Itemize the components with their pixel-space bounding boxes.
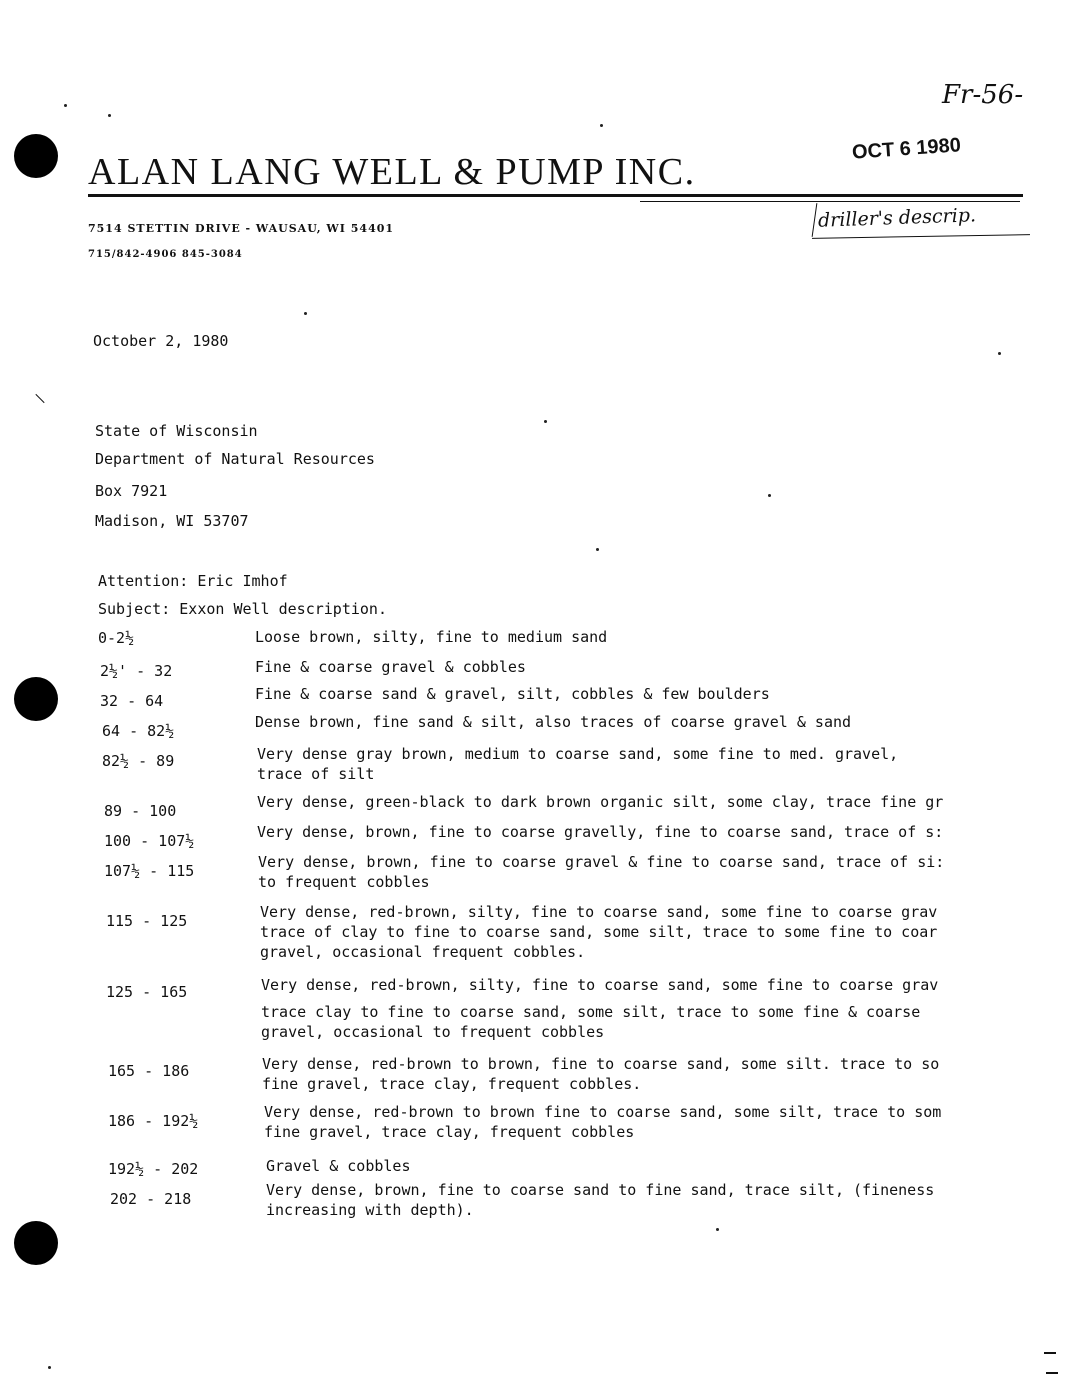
scan-speck [596, 548, 599, 551]
log-depth: 100 - 107½ [104, 832, 195, 850]
log-depth: 2½' - 32 [100, 662, 173, 680]
recipient-line: Madison, WI 53707 [95, 512, 249, 530]
log-depth: 0-2½ [98, 629, 135, 647]
recipient-line: State of Wisconsin [95, 422, 258, 440]
log-description-line: fine gravel, trace clay, frequent cobbles. [262, 1075, 642, 1093]
handwritten-note-bracket [812, 203, 818, 237]
log-description-line: Loose brown, silty, fine to medium sand [255, 628, 608, 646]
log-depth: 165 - 186 [108, 1062, 190, 1080]
scan-speck [64, 104, 67, 107]
recipient-line: Department of Natural Resources [95, 450, 375, 468]
log-description-line: Very dense, brown, fine to coarse gravelly, fine to coarse sand, trace of s: [257, 823, 944, 841]
scan-speck [600, 124, 603, 127]
log-description-line: Dense brown, fine sand & silt, also traces of coarse gravel & sand [255, 713, 852, 731]
log-description-line: Very dense, red-brown to brown fine to coarse sand, some silt, trace to som [264, 1103, 942, 1121]
log-description-line: Very dense, red-brown, silty, fine to coarse sand, some fine to coarse grav [260, 903, 938, 921]
log-description-line: gravel, occasional to frequent cobbles [261, 1023, 605, 1041]
log-depth: 107½ - 115 [104, 862, 195, 880]
company-name: ALAN LANG WELL & PUMP INC. [88, 151, 696, 193]
log-description-line: to frequent cobbles [258, 873, 430, 891]
log-description-line: trace clay to fine to coarse sand, some silt, trace to some fine & coarse [261, 1003, 921, 1021]
scan-mark [35, 394, 44, 403]
log-description-line: Very dense, brown, fine to coarse gravel & fine to coarse sand, trace of si: [258, 853, 945, 871]
scan-speck [716, 1228, 719, 1231]
log-depth: 202 - 218 [110, 1190, 192, 1208]
log-depth: 115 - 125 [106, 912, 188, 930]
handwritten-note-underline [812, 234, 1030, 239]
letterhead-rule-thin [640, 201, 1020, 202]
log-description-line: gravel, occasional frequent cobbles. [260, 943, 586, 961]
log-depth: 64 - 82½ [102, 722, 175, 740]
scan-speck [108, 114, 111, 117]
date-stamp: OCT 6 1980 [851, 134, 962, 164]
log-description-line: Very dense, red-brown, silty, fine to coarse sand, some fine to coarse grav [261, 976, 939, 994]
log-description-line: Very dense, red-brown to brown, fine to coarse sand, some silt. trace to so [262, 1055, 940, 1073]
log-description-line [261, 995, 1037, 1002]
punch-hole-middle [14, 677, 58, 721]
punch-hole-top [14, 134, 58, 178]
company-address: 7514 STETTIN DRIVE - WAUSAU, WI 54401 [88, 222, 395, 235]
log-description-line: trace of clay to fine to coarse sand, some silt, trace to some fine to coar [260, 923, 938, 941]
handwritten-reference: Fr-56- [942, 80, 1024, 110]
scan-speck [768, 494, 771, 497]
log-depth: 125 - 165 [106, 983, 188, 1001]
log-depth: 32 - 64 [100, 692, 164, 710]
log-depth: 186 - 192½ [108, 1112, 199, 1130]
scan-speck [304, 312, 307, 315]
log-description-line: Very dense, green-black to dark brown organic silt, some clay, trace fine gr [257, 793, 944, 811]
scan-speck [544, 420, 547, 423]
log-description-line: Gravel & cobbles [266, 1157, 411, 1175]
scan-mark [1046, 1372, 1058, 1374]
handwritten-note: driller's descrip. [817, 204, 977, 232]
subject-line: Subject: Exxon Well description. [98, 600, 387, 618]
company-phone: 715/842-4906 845-3084 [88, 249, 243, 260]
scan-speck [48, 1366, 51, 1369]
log-depth: 192½ - 202 [108, 1160, 199, 1178]
punch-hole-bottom [14, 1221, 58, 1265]
log-description-line: Fine & coarse sand & gravel, silt, cobbles & few boulders [255, 685, 770, 703]
log-description-line: Very dense gray brown, medium to coarse sand, some fine to med. gravel, [257, 745, 899, 763]
log-description-line: increasing with depth). [266, 1201, 474, 1219]
attention-line: Attention: Eric Imhof [98, 572, 288, 590]
log-description-line: Fine & coarse gravel & cobbles [255, 658, 526, 676]
scan-mark [1044, 1352, 1056, 1354]
log-depth: 89 - 100 [104, 802, 177, 820]
letter-date: October 2, 1980 [93, 332, 229, 350]
letterhead-rule [88, 194, 1023, 197]
log-depth: 82½ - 89 [102, 752, 175, 770]
log-description-line: fine gravel, trace clay, frequent cobbles [264, 1123, 635, 1141]
log-description-line: trace of silt [257, 765, 375, 783]
log-description-line: Very dense, brown, fine to coarse sand to fine sand, trace silt, (fineness [266, 1181, 935, 1199]
scan-speck [998, 352, 1001, 355]
recipient-line: Box 7921 [95, 482, 168, 500]
